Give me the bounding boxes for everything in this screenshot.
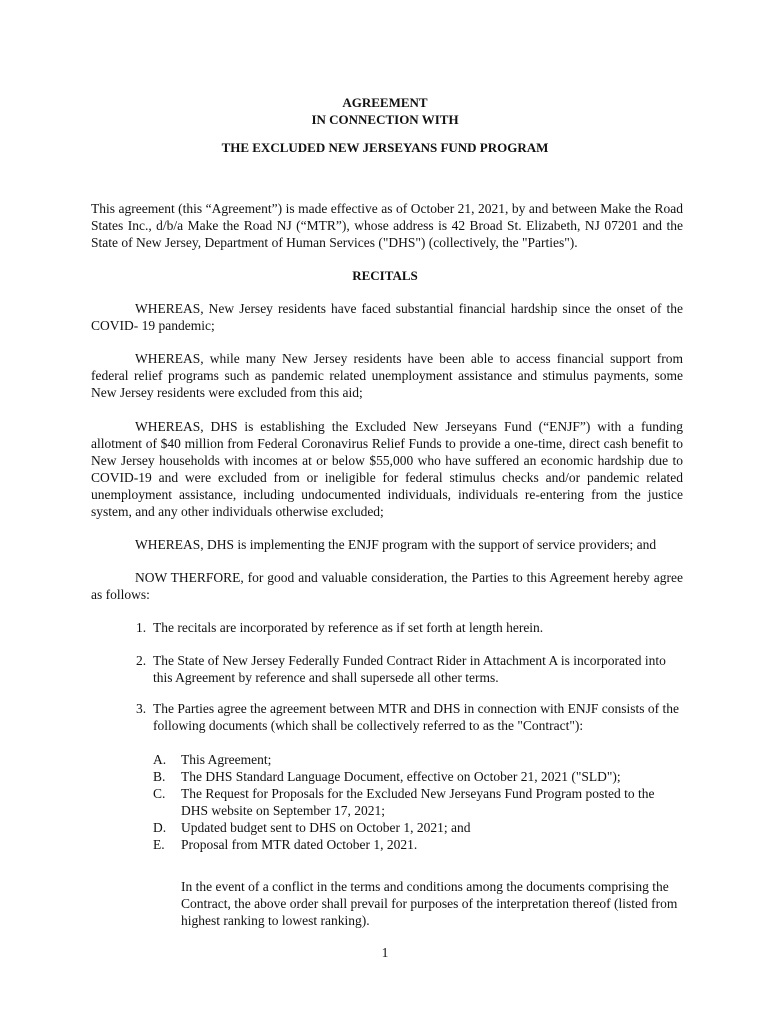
list-text: Proposal from MTR dated October 1, 2021. — [181, 837, 418, 852]
recital-5: NOW THERFORE, for good and valuable consideration, the Parties to this Agreement hereby agree as follows: — [91, 570, 683, 602]
intro-paragraph: This agreement (this “Agreement”) is made effective as of October 21, 2021, by and between Make the Road States Inc., d/b/a Make the Road NJ (“MTR”), whose address is 42 Broad St. Elizabeth, NJ 07201 and the State of New Jersey, Department of Human Services ("DHS") (collectively, the "Parties"). — [91, 201, 683, 250]
term-number: 3. — [136, 701, 147, 716]
term-text: The recitals are incorporated by reference as if set forth at length herein. — [153, 620, 544, 635]
conflict-note: In the event of a conflict in the terms and conditions among the documents comprising the Contract, the above order shall prevail for purposes of the interpretation thereof (listed from highest ranking to lowest ranking). — [181, 879, 678, 928]
list-text: Updated budget sent to DHS on October 1, 2021; and — [181, 820, 471, 835]
list-item — [153, 819, 683, 836]
title-line-2: IN CONNECTION WITH — [311, 112, 459, 127]
list-letter: D. — [153, 820, 167, 835]
list-text: The DHS Standard Language Document, effective on October 21, 2021 ("SLD"); — [181, 769, 621, 784]
title-line-1: AGREEMENT — [342, 95, 428, 110]
recital-3: WHEREAS, DHS is establishing the Excluded New Jerseyans Fund (“ENJF”) with a funding allotment of $40 million from Federal Coronavirus Relief Funds to provide a one-time, direct cash benefit to New Jersey households with incomes at or below $55,000 who have suffered an economic hardship due to COVID-19 and were excluded from or ineligible for federal stimulus checks and/or pandemic related unemployment assistance, including undocumented individuals, individuals re-entering from the justice system, and any other individuals otherwise excluded; — [91, 419, 683, 519]
list-item — [153, 785, 683, 819]
page-number: 1 — [381, 945, 389, 960]
term-number: 1. — [136, 620, 147, 635]
recital-4: WHEREAS, DHS is implementing the ENJF program with the support of service providers; and — [135, 537, 657, 552]
title-line-3: THE EXCLUDED NEW JERSEYANS FUND PROGRAM — [221, 140, 549, 155]
contract-documents-list — [153, 751, 683, 853]
recital-1: WHEREAS, New Jersey residents have faced substantial financial hardship since the onset of the COVID- 19 pandemic; — [91, 301, 683, 333]
term-1 — [136, 619, 683, 636]
list-item — [153, 768, 683, 785]
term-text: The State of New Jersey Federally Funded Contract Rider in Attachment A is incorporated into this Agreement by reference and shall supersede all other terms. — [153, 653, 666, 685]
list-text: The Request for Proposals for the Excluded New Jerseyans Fund Program posted to the DHS website on September 17, 2021; — [181, 786, 655, 818]
list-item — [153, 836, 683, 853]
recital-2: WHEREAS, while many New Jersey residents have been able to access financial support from federal relief programs such as pandemic related unemployment assistance and stimulus payments, some New Jersey residents were excluded from this aid; — [91, 351, 683, 400]
list-text: This Agreement; — [181, 752, 272, 767]
list-letter: E. — [153, 837, 165, 852]
term-3 — [136, 700, 683, 734]
list-letter: B. — [153, 769, 166, 784]
term-text: The Parties agree the agreement between MTR and DHS in connection with ENJF consists of the following documents (which shall be collectively referred to as the "Contract"): — [153, 701, 679, 733]
list-item — [153, 751, 683, 768]
term-2 — [136, 652, 683, 686]
recitals-heading: RECITALS — [352, 268, 418, 283]
list-letter: A. — [153, 752, 167, 767]
list-letter: C. — [153, 786, 166, 801]
term-number: 2. — [136, 653, 147, 668]
